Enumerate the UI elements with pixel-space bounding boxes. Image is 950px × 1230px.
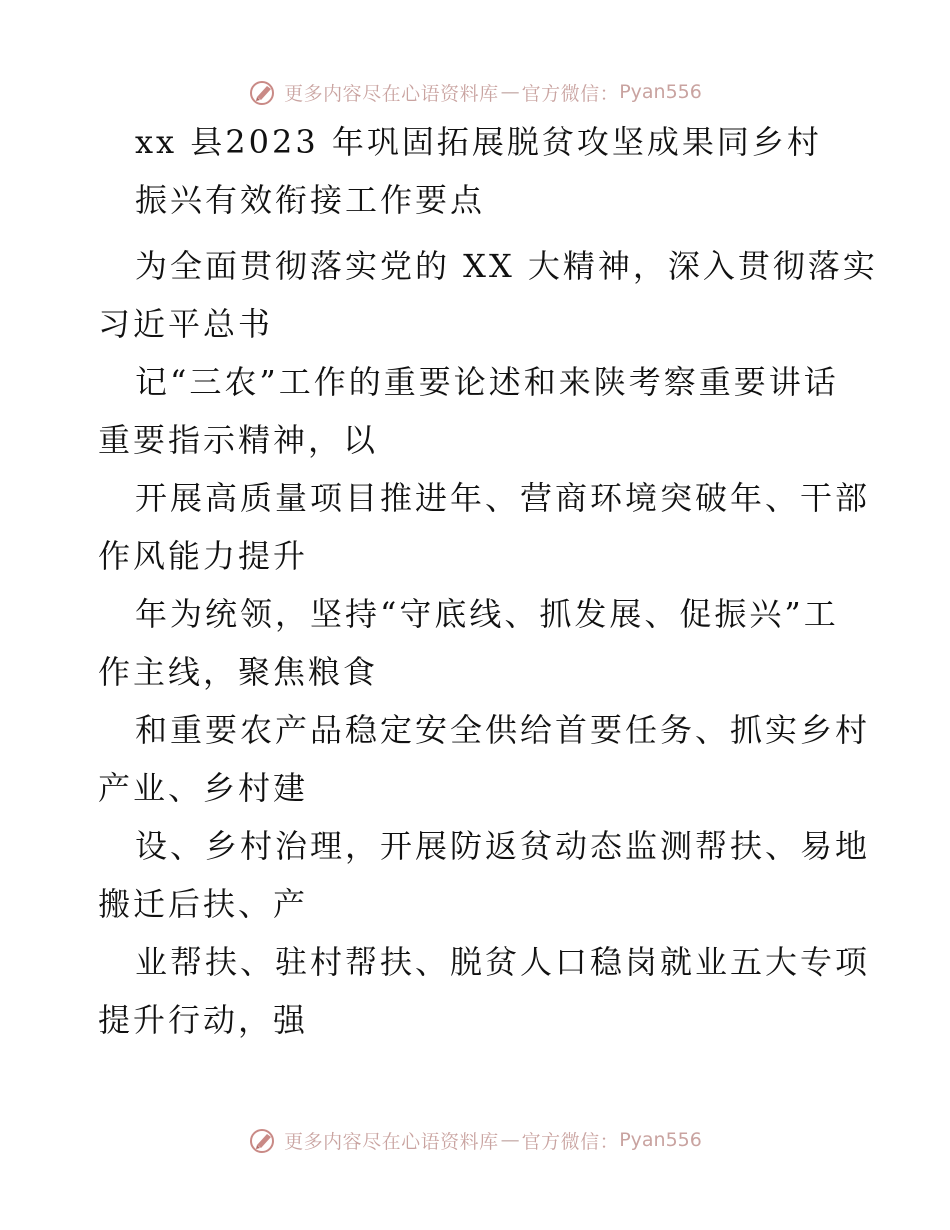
watermark-wechat-id: Pyan556 [619,81,702,103]
pen-logo-icon [248,77,278,107]
paragraph-line: 搬迁后扶、产 [98,885,309,923]
paragraph-line: 设、乡村治理，开展防返贫动态监测帮扶、易地 [135,827,871,865]
watermark-text: 更多内容尽在心语资料库 [284,1130,499,1153]
watermark-label: 官方微信： [521,82,620,105]
pen-logo-icon [248,1125,278,1155]
paragraph-line: 作主线，聚焦粮食 [98,653,379,691]
footer-watermark [0,1120,950,1160]
title-line-2: 振兴有效衔接工作要点 [135,181,486,219]
watermark-wechat-id: Pyan556 [619,1129,702,1151]
paragraph-line: 年为统领，坚持“守底线、抓发展、促振兴”工 [135,595,839,633]
watermark-separator: — [500,1129,520,1151]
paragraph-line: 和重要农产品稳定安全供给首要任务、抓实乡村 [135,711,871,749]
watermark-text: 更多内容尽在心语资料库 [284,82,499,105]
paragraph-line: 为全面贯彻落实党的 XX 大精神，深入贯彻落实 [135,247,878,285]
watermark-label: 官方微信： [521,1130,620,1153]
paragraph-line: 作风能力提升 [98,537,309,575]
header-watermark [0,72,950,112]
title-line-1: xx 县2023 年巩固拓展脱贫攻坚成果同乡村 [135,123,822,161]
watermark-separator: — [500,81,520,103]
paragraph-line: 习近平总书 [98,305,274,343]
paragraph-line: 开展高质量项目推进年、营商环境突破年、干部 [135,479,871,517]
paragraph-line: 重要指示精神，以 [98,421,379,459]
paragraph-line: 业帮扶、驻村帮扶、脱贫人口稳岗就业五大专项 [135,943,871,981]
paragraph-line: 产业、乡村建 [98,769,309,807]
paragraph-line: 记“三农”工作的重要论述和来陕考察重要讲话 [135,363,839,401]
paragraph-line: 提升行动，强 [98,1001,309,1039]
